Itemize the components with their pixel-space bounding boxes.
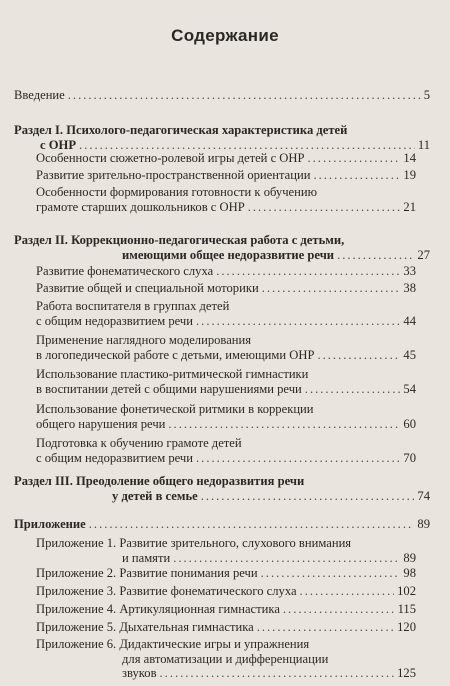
toc-entry-label-cont: и памяти (122, 550, 171, 565)
toc-entry-label-cont: в воспитании детей с общими нарушениями речи (36, 381, 302, 396)
toc-page-number: 60 (403, 416, 416, 431)
toc-entry-label: Приложение 2. Развитие понимания речи (36, 566, 258, 580)
toc-entry-label: Приложение 4. Артикуляционная гимнастика (36, 602, 280, 616)
toc-page-number: 74 (417, 488, 430, 503)
toc-subentry (36, 281, 416, 296)
dot-leader (261, 566, 401, 581)
dot-leader (160, 666, 395, 681)
toc-entry-label-cont: имеющими общее недоразвитие речи (122, 247, 335, 262)
toc-entry-label: Особенности сюжетно-ролевой игры детей с ОНР (36, 151, 305, 165)
toc-page-number: 5 (423, 88, 430, 102)
toc-entry-label: Раздел III. Преодоление общего недоразвития речи (14, 474, 305, 488)
toc-entry-label-cont: общего нарушения речи (36, 416, 166, 431)
dot-leader (305, 382, 401, 397)
toc-page-number: 11 (417, 137, 430, 152)
toc-appendix-item (36, 637, 416, 681)
dot-leader (79, 138, 415, 153)
toc-page-number: 120 (397, 620, 416, 634)
toc-page-number: 38 (403, 281, 416, 295)
toc-subentry (36, 367, 416, 396)
toc-page-number: 44 (403, 313, 416, 328)
toc-subentry (36, 333, 416, 362)
toc-appendix-item (36, 536, 416, 565)
toc-page-number: 89 (403, 550, 416, 565)
toc-page-number: 115 (397, 602, 416, 616)
toc-section-2 (14, 233, 430, 262)
dot-leader (248, 200, 401, 215)
toc-entry-label: Подготовка к обучению грамоте детей (36, 436, 242, 450)
toc-subentry (36, 436, 416, 465)
toc-entry-label-cont: в логопедической работе с детьми, имеющими ОНР (36, 347, 315, 362)
toc-appendix-item (36, 602, 416, 617)
toc-page-number: 21 (403, 199, 416, 214)
dot-leader (201, 489, 415, 504)
toc-appendix-item (36, 566, 416, 581)
toc-section-3 (14, 474, 430, 503)
dot-leader (196, 451, 400, 466)
toc-entry-label: Приложение 5. Дыхательная гимнастика (36, 620, 254, 634)
toc-page-number: 54 (403, 381, 416, 396)
toc-appendix-item (36, 620, 416, 635)
toc-entry-label: Введение (14, 88, 65, 102)
toc-appendix-item (36, 584, 416, 599)
toc-entry-label: Приложение (14, 517, 86, 531)
toc-entry-label: Особенности формирования готовности к обучению (36, 185, 318, 199)
toc-entry-label: Использование пластико-ритмической гимнастики (36, 367, 309, 381)
toc-subentry (36, 264, 416, 279)
toc-entry-label-cont: с ОНР (40, 137, 77, 152)
toc-page-number: 89 (417, 517, 430, 531)
dot-leader (173, 551, 400, 566)
toc-entry-label: Приложение 1. Развитие зрительного, слухового внимания (36, 536, 352, 550)
toc-entry-label-cont: с общим недоразвитием речи (36, 450, 194, 465)
toc-page-number: 14 (403, 151, 416, 165)
toc-entry-label: Развитие зрительно-пространственной ориентации (36, 168, 311, 182)
toc-subentry (36, 168, 416, 183)
toc-page-number: 98 (403, 566, 416, 580)
toc-entry-label: Развитие общей и специальной моторики (36, 281, 259, 295)
dot-leader (257, 620, 394, 635)
toc-page-number: 70 (403, 450, 416, 465)
toc-entry-label: Использование фонетической ритмики в коррекции (36, 402, 314, 416)
toc-page-number: 33 (403, 264, 416, 278)
page-title: Содержание (171, 26, 279, 45)
toc-subentry (36, 151, 416, 166)
toc-entry-label-cont: у детей в семье (112, 488, 198, 503)
toc-entry-label: Раздел II. Коррекционно-педагогическая работа с детьми, (14, 233, 345, 247)
dot-leader (300, 584, 395, 599)
dot-leader (216, 264, 400, 279)
toc-entry-label-cont: грамоте старших дошкольников с ОНР (36, 199, 245, 214)
dot-leader (196, 314, 400, 329)
toc-entry-label-cont: с общим недоразвитием речи (36, 313, 194, 328)
dot-leader (313, 168, 400, 183)
dot-leader (317, 348, 400, 363)
toc-entry-introduction (14, 88, 430, 103)
toc-page-number: 27 (417, 247, 430, 262)
toc-entry-label-cont: для автоматизации и дифференциации (122, 651, 329, 666)
toc-entry-label: Приложение 6. Дидактические игры и упражнения (36, 637, 310, 651)
toc-entry-label-cont: звуков (122, 666, 157, 680)
toc-entry-label: Приложение 3. Развитие фонематического слуха (36, 584, 297, 598)
toc-page-number: 45 (403, 347, 416, 362)
toc-page-number: 102 (397, 584, 416, 598)
dot-leader (168, 417, 400, 432)
toc-subentry (36, 299, 416, 328)
dot-leader (337, 248, 414, 263)
dot-leader (283, 602, 395, 617)
dot-leader (68, 88, 421, 103)
toc-page-number: 125 (397, 666, 416, 680)
dot-leader (262, 281, 401, 296)
dot-leader (89, 517, 415, 532)
toc-subentry (36, 402, 416, 431)
toc-subentry (36, 185, 416, 214)
toc-entry-label: Работа воспитателя в группах детей (36, 299, 230, 313)
toc-entry-label: Применение наглядного моделирования (36, 333, 252, 347)
toc-entry-label: Раздел I. Психолого-педагогическая характеристика детей (14, 123, 348, 137)
toc-appendix-heading (14, 517, 430, 532)
toc-entry-label: Развитие фонематического слуха (36, 264, 214, 278)
toc-section-1 (14, 123, 430, 152)
toc-page-number: 19 (403, 168, 416, 182)
dot-leader (308, 151, 401, 166)
